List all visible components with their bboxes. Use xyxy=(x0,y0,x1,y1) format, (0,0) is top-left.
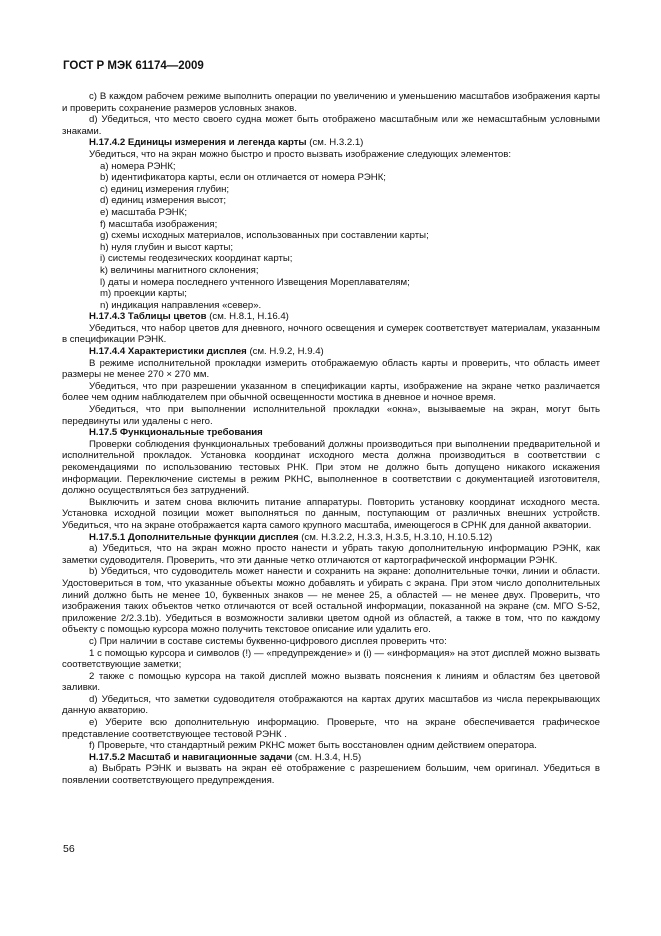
list-item xyxy=(62,195,600,207)
paragraph-text: 1 с помощью курсора и символов (!) — «предупреждение» и (i) — «информация» на этот дисплей можно вызвать соответствующие заметки; xyxy=(62,647,600,671)
paragraph-text: В режиме исполнительной прокладки измерить отображаемую область карты и проверить, что область имеет размеры не менее 270 × 270 мм. xyxy=(62,357,600,381)
paragraph-text: c) единиц измерения глубин; xyxy=(100,183,230,195)
section-heading xyxy=(62,311,600,323)
paragraph-text: f) Проверьте, что стандартный режим РКНС может быть восстановлен одним действием оператора. xyxy=(89,740,537,752)
paragraph-text: (см. Н.9.2, Н.9.4) xyxy=(246,346,324,358)
heading-title: Н.17.5.1 Дополнительные функции дисплея xyxy=(89,531,299,543)
paragraph xyxy=(62,636,600,648)
list-item xyxy=(62,288,600,300)
list-item xyxy=(62,219,600,231)
paragraph xyxy=(62,671,600,694)
section-heading xyxy=(62,346,600,358)
list-item xyxy=(62,300,600,312)
section-heading xyxy=(62,427,600,439)
list-item xyxy=(62,230,600,242)
section-heading xyxy=(62,752,600,764)
paragraph xyxy=(62,763,600,786)
paragraph-text: n) индикация направления «север». xyxy=(100,299,262,311)
paragraph xyxy=(62,543,600,566)
paragraph-text: (см. Н.8.1, Н.16.4) xyxy=(206,311,289,323)
paragraph-text: Убедиться, что на экран можно быстро и просто вызвать изображение следующих элементов: xyxy=(89,148,511,160)
paragraph xyxy=(62,149,600,161)
paragraph xyxy=(62,404,600,427)
section-heading xyxy=(62,137,600,149)
paragraph-text: 2 также с помощью курсора на такой дисплей можно вызвать пояснения к линиям и областям без цветовой заливки. xyxy=(62,670,600,694)
paragraph-text: (см. Н.3.2.2, Н.3.3, Н.3.5, Н.3.10, Н.10.5.12) xyxy=(298,531,493,543)
paragraph xyxy=(62,694,600,717)
paragraph-text: i) системы геодезических координат карты; xyxy=(100,253,293,265)
paragraph xyxy=(62,717,600,740)
paragraph xyxy=(62,740,600,752)
page-number: 56 xyxy=(63,843,75,855)
paragraph xyxy=(62,114,600,137)
paragraph-text: b) идентификатора карты, если он отличается от номера РЭНК; xyxy=(100,172,386,184)
paragraph-text: c) При наличии в составе системы буквенно-цифрового дисплея проверить что: xyxy=(89,635,447,647)
list-item xyxy=(62,242,600,254)
paragraph-text: a) Выбрать РЭНК и вызвать на экран её отображение с разрешением большим, чем оригинал. Убедиться в появлении соответствующего предупреждения. xyxy=(62,763,600,787)
list-item xyxy=(62,161,600,173)
heading-title: Н.17.5.2 Масштаб и навигационные задачи xyxy=(89,751,293,763)
paragraph-text: m) проекции карты; xyxy=(100,288,187,300)
paragraph-text: d) Убедиться, что место своего судна может быть отображено масштабным или же немасштабным условными знаками. xyxy=(62,114,600,137)
paragraph-text: e) Уберите всю дополнительную информацию. Проверьте, что на экране обеспечивается графическое представление соответствующее тестовой РЭНК . xyxy=(62,717,600,740)
paragraph-text: k) величины магнитного склонения; xyxy=(100,264,259,276)
heading-title: Н.17.4.3 Таблицы цветов xyxy=(89,311,207,323)
paragraph-text: d) единиц измерения высот; xyxy=(100,195,227,207)
paragraph xyxy=(62,323,600,346)
heading-title: Н.17.5 Функциональные требования xyxy=(89,427,263,439)
list-item xyxy=(62,184,600,196)
paragraph-text: b) Убедиться, что судоводитель может нанести и сохранить на экране: дополнительные точки, линии и области. Удостовериться в том, что указанные объекты можно добавлять и убирать с экрана. При этом число дополнительных линий должно быть не менее 10, буквенных знаков — не менее 25, а областей — не менее двух. Проверить, что изображения таких объектов четко отличаются от всей остальной информации, показанной на экране (см. МГО S-52, приложение 2/2.3.1b). Убедиться в возможности заливки цветом одной из областей, а также в том, что по каждому объекту с помощью курсора можно получить текстовое описание или удалить его. xyxy=(62,566,600,636)
document-header: ГОСТ Р МЭК 61174—2009 xyxy=(63,60,204,72)
paragraph-text: Убедиться, что при разрешении указанном в спецификации карты, изображение на экране четко различается более чем одним наблюдателем при обычной освещенности мостика в дневное и ночное время. xyxy=(62,380,600,404)
paragraph-text: Проверки соблюдения функциональных требований должны производиться при выполнении предварительной и исполнительной прокладок. Установка координат исходного места должна производиться в соответствии с рекомендациями по использованию тестовых РНК. При этом не должно быть допущено никакого искажения информации. Переключение системы в режим РКНС, выполненное в соответствии с документацией изготовителя, должно осуществляться без затруднений. xyxy=(62,438,600,497)
paragraph-text: (см. Н.3.2.1) xyxy=(306,137,364,149)
paragraph xyxy=(62,497,600,532)
paragraph-text: c) В каждом рабочем режиме выполнить операции по увеличению и уменьшению масштабов изображения карты и проверить сохранение размеров условных знаков. xyxy=(62,91,600,114)
paragraph-text: a) Убедиться, что на экран можно просто нанести и убрать такую дополнительную информацию РЭНК, как заметки судоводителя. Проверить, что эти данные четко отличаются от картографической информации РЭНК. xyxy=(62,543,600,566)
paragraph-text: e) масштаба РЭНК; xyxy=(100,206,187,218)
paragraph-text: (см. Н.3.4, Н.5) xyxy=(292,751,362,763)
paragraph-text: Убедиться, что набор цветов для дневного, ночного освещения и сумерек соответствует материалам, указанным в спецификации РЭНК. xyxy=(62,322,600,346)
list-item xyxy=(62,265,600,277)
list-item xyxy=(62,253,600,265)
paragraph xyxy=(62,381,600,404)
list-item xyxy=(62,172,600,184)
list-item xyxy=(62,207,600,219)
paragraph xyxy=(62,439,600,497)
paragraph-text: l) даты и номера последнего учтенного Извещения Мореплавателям; xyxy=(100,276,410,288)
paragraph-text: g) схемы исходных материалов, использованных при составлении карты; xyxy=(100,230,429,242)
heading-title: Н.17.4.4 Характеристики дисплея xyxy=(89,346,247,358)
paragraph-text: Выключить и затем снова включить питание аппаратуры. Повторить установку координат исходного места. Установка исходной позиции может выполняться по данным, поступающим от различных внешних устройств. Убедиться, что на экране отображается карта самого крупного масштаба, имеющегося в СРНК для данной акватории. xyxy=(62,496,600,531)
document-body xyxy=(62,91,600,787)
paragraph xyxy=(62,358,600,381)
paragraph-text: Убедиться, что при выполнении исполнительной прокладки «окна», вызываемые на экран, могут быть передвинуты или удалены с него. xyxy=(62,404,600,427)
paragraph-text: a) номера РЭНК; xyxy=(100,160,176,172)
paragraph-text: h) нуля глубин и высот карты; xyxy=(100,241,234,253)
heading-title: Н.17.4.2 Единицы измерения и легенда карты xyxy=(89,137,307,149)
paragraph-text: f) масштаба изображения; xyxy=(100,218,218,230)
list-item xyxy=(62,277,600,289)
section-heading xyxy=(62,532,600,544)
paragraph xyxy=(62,566,600,636)
paragraph xyxy=(62,91,600,114)
paragraph-text: d) Убедиться, что заметки судоводителя отображаются на картах других масштабов из числа перекрывающих данную акваторию. xyxy=(62,693,600,717)
paragraph xyxy=(62,648,600,671)
